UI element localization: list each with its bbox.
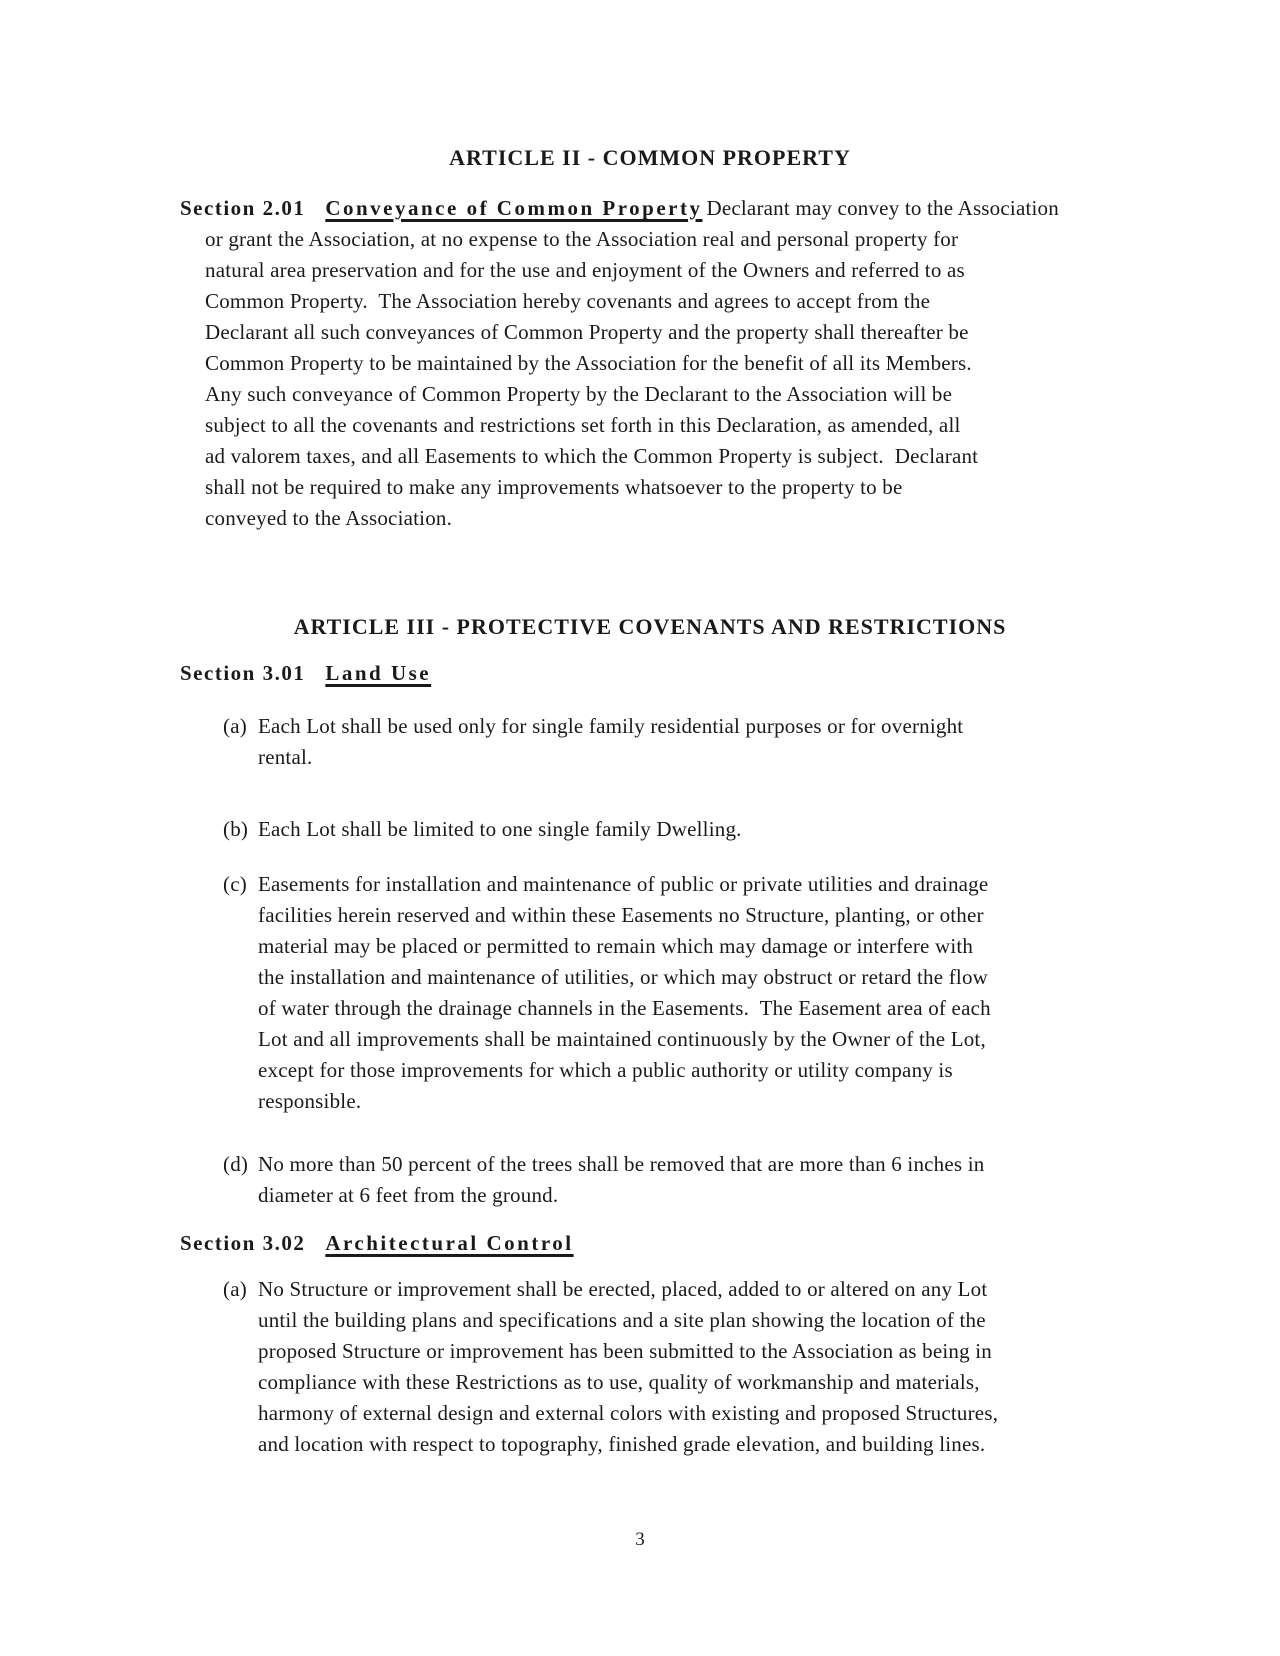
section-2-01-paragraph: [180, 193, 1130, 534]
document-line: Any such conveyance of Common Property by the Declarant to the Association will be: [205, 382, 953, 406]
item-marker: (d): [223, 1152, 249, 1176]
document-line: rental.: [258, 745, 313, 769]
item-text: [258, 711, 1130, 773]
document-line: Each Lot shall be limited to one single family Dwelling.: [258, 817, 742, 841]
document-line: the installation and maintenance of utilities, or which may obstruct or retard the flow: [258, 965, 989, 989]
item-text: [258, 869, 1130, 1117]
document-line: subject to all the covenants and restrictions set forth in this Declaration, as amended, all: [205, 413, 961, 437]
list-item-a: [223, 1274, 1130, 1460]
document-line: Common Property to be maintained by the Association for the benefit of all its Members.: [205, 351, 972, 375]
document-line: Lot and all improvements shall be maintained continuously by the Owner of the Lot,: [258, 1027, 986, 1051]
document-line: or grant the Association, at no expense to the Association real and personal property for: [205, 227, 959, 251]
document-line: Easements for installation and maintenance of public or private utilities and drainage: [258, 872, 989, 896]
item-text: [258, 1274, 1130, 1460]
item-marker: (a): [223, 1277, 247, 1301]
document-line: natural area preservation and for the use and enjoyment of the Owners and referred to as: [205, 258, 965, 282]
list-item-a: [223, 711, 1130, 773]
document-line: compliance with these Restrictions as to use, quality of workmanship and materials,: [258, 1370, 980, 1394]
section-3-01-heading: Land Use: [325, 661, 432, 685]
section-3-02-heading: Architectural Control: [325, 1231, 574, 1255]
item-marker: (b): [223, 817, 249, 841]
section-3-02-label: Section 3.02: [180, 1231, 306, 1255]
document-line: No Structure or improvement shall be erected, placed, added to or altered on any Lot: [258, 1277, 988, 1301]
document-line: Common Property. The Association hereby covenants and agrees to accept from the: [205, 289, 931, 313]
document-line: proposed Structure or improvement has been submitted to the Association as being in: [258, 1339, 992, 1363]
list-item-b: [223, 814, 1130, 845]
document-line: Each Lot shall be used only for single family residential purposes or for overnight: [258, 714, 964, 738]
document-line: except for those improvements for which a public authority or utility company is: [258, 1058, 953, 1082]
document-line: ad valorem taxes, and all Easements to which the Common Property is subject. Declarant: [205, 444, 979, 468]
article-2-title: ARTICLE II - COMMON PROPERTY: [449, 145, 851, 170]
item-text: [258, 814, 1130, 845]
document-line: diameter at 6 feet from the ground.: [258, 1183, 559, 1207]
document-line: No more than 50 percent of the trees shall be removed that are more than 6 inches in: [258, 1152, 985, 1176]
item-text: [258, 1149, 1130, 1211]
section-2-01-heading: Conveyance of Common Property: [325, 196, 703, 220]
article-3-title: ARTICLE III - PROTECTIVE COVENANTS AND RESTRICTIONS: [293, 614, 1007, 639]
document-line: shall not be required to make any improvements whatsoever to the property to be: [205, 475, 903, 499]
document-line: until the building plans and specifications and a site plan showing the location of the: [258, 1308, 986, 1332]
list-item-c: [223, 869, 1130, 1117]
section-2-01-first-line: [180, 193, 1130, 224]
item-marker: (a): [223, 714, 247, 738]
list-item-d: [223, 1149, 1130, 1211]
document-line: of water through the drainage channels in the Easements. The Easement area of each: [258, 996, 991, 1020]
document-line: Declarant all such conveyances of Common Property and the property shall thereafter be: [205, 320, 969, 344]
document-line: facilities herein reserved and within these Easements no Structure, planting, or other: [258, 903, 984, 927]
document-line: responsible.: [258, 1089, 362, 1113]
section-2-01-label: Section 2.01: [180, 196, 306, 220]
document-line: harmony of external design and external colors with existing and proposed Structures,: [258, 1401, 999, 1425]
document-line: and location with respect to topography, finished grade elevation, and building lines.: [258, 1432, 986, 1456]
section-3-01-label: Section 3.01: [180, 661, 306, 685]
document-line: material may be placed or permitted to remain which may damage or interfere with: [258, 934, 974, 958]
section-2-01-body: [205, 224, 1130, 534]
section-3-01-heading-row: [180, 658, 1130, 689]
document-line: conveyed to the Association.: [205, 506, 453, 530]
section-2-01-lead-text: Declarant may convey to the Association: [706, 196, 1059, 220]
section-3-02-heading-row: [180, 1228, 1130, 1259]
page-number: 3: [635, 1529, 645, 1550]
item-marker: (c): [223, 872, 247, 896]
